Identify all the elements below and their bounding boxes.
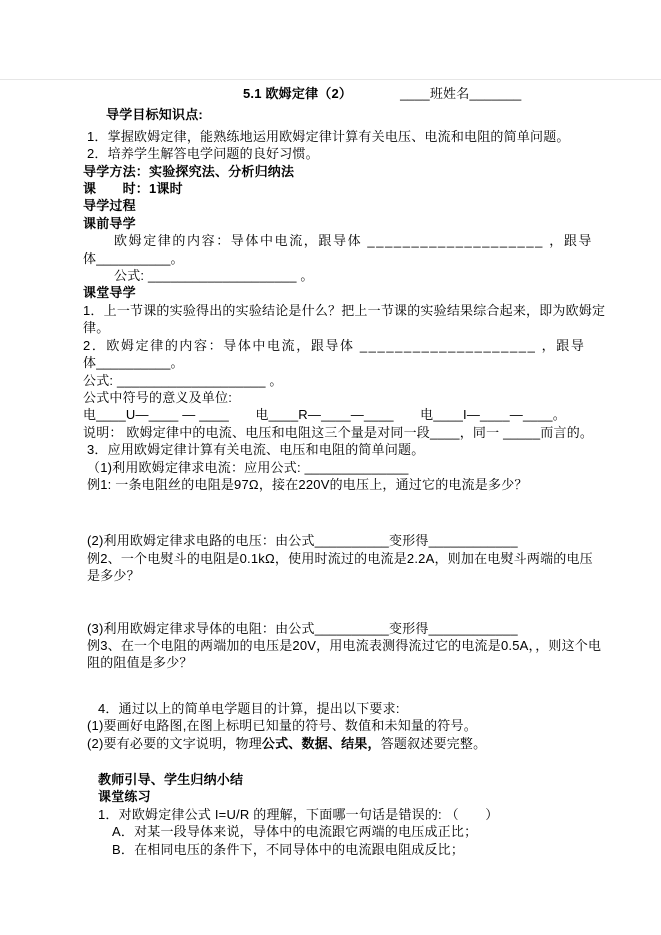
inclass-q1-line2: 律。 [83, 320, 110, 336]
page-title: 5.1 欧姆定律（2） [243, 86, 353, 101]
preclass-content-line2: 体__________。 [83, 250, 184, 266]
goal-heading: 导学目标知识点: [106, 107, 203, 123]
practice-question-1: 1．对欧姆定律公式 I=U/R 的理解，下面哪一句话是错误的: （ ） [98, 806, 499, 822]
class-name-blank: ____班姓名_______ [400, 86, 522, 101]
symbols-blanks-line: 电____U—____ — ____ 电____R—____—____ 电____I—____—____。 [83, 407, 566, 423]
method-line: 导学方法：实验探究法、分析归纳法 [83, 163, 295, 179]
inclass-q2-line1: 2．欧姆定律的内容：导体中电流，跟导体 ____________________ ，跟导 [83, 337, 586, 353]
example-1: 例1: 一条电阻丝的电阻是97Ω，接在220V的电压上，通过它的电流是多少？ [87, 476, 528, 492]
apply-voltage-line: (2)利用欧姆定律求电路的电压：由公式__________变形得____________ [87, 533, 518, 549]
requirement-2-post: 答题叙述要完整。 [380, 735, 487, 751]
inclass-heading: 课堂导学 [83, 285, 136, 301]
inclass-q1-line1: 1．上一节课的实验得出的实验结论是什么？把上一节课的实验结果综合起来，即为欧姆定 [83, 302, 606, 318]
preclass-heading: 课前导学 [83, 215, 136, 231]
example-3-line1: 例3、在一个电阻的两端加的电压是20V，用电流表测得流过它的电流是0.5A，，则这个电 [87, 637, 602, 653]
title-row [83, 85, 601, 102]
preclass-formula-blank: 公式: ____________________ 。 [114, 268, 314, 284]
requirement-2 [83, 735, 601, 752]
practice-heading: 课堂练习 [98, 789, 151, 805]
example-2-line1: 例2、一个电熨斗的电阻是0.1kΩ，使用时流过的电流是2.2A，则加在电熨斗两端的电压 [87, 550, 593, 566]
page-top-border [0, 79, 661, 80]
apply-current-line: （1)利用欧姆定律求电流：应用公式: ______________ [87, 459, 409, 475]
apply-resistance-line: (3)利用欧姆定律求导体的电阻：由公式__________变形得____________ [87, 620, 518, 636]
preclass-content-line1: 欧姆定律的内容：导体中电流，跟导体 ____________________ ，跟导 [114, 233, 594, 249]
inclass-q2-formula-blank: 公式: ____________________ 。 [83, 372, 283, 388]
requirement-1: (1)要画好电路图,在图上标明已知量的符号、数值和未知量的符号。 [87, 718, 477, 734]
practice-option-b: B．在相同电压的条件下，不同导体中的电流跟电阻成反比； [112, 841, 465, 857]
example-3-line2: 阻的阻值是多少？ [87, 655, 193, 671]
teacher-summary-heading: 教师引导、学生归纳小结 [98, 772, 244, 787]
example-2-line2: 是多少？ [87, 568, 140, 584]
requirement-2-pre: (2)要有必要的文字说明，物理 [87, 735, 262, 751]
period-line: 课 时：1课时 [83, 181, 183, 197]
symbols-heading: 公式中符号的意义及单位: [83, 389, 233, 405]
requirement-2-bold: 公式、数据、结果， [261, 735, 381, 751]
inclass-q4: 4．通过以上的简单电学题目的计算，提出以下要求: [98, 700, 400, 716]
goal-item-2: 2．培养学生解答电学问题的良好习惯。 [87, 146, 319, 162]
inclass-q2-line2: 体__________。 [83, 355, 184, 371]
note-line: 说明： 欧姆定律中的电流、电压和电阻这三个量是对同一段____，同一 _____而言的。 [83, 424, 594, 440]
practice-option-a: A．对某一段导体来说，导体中的电流跟它两端的电压成正比； [112, 824, 478, 840]
inclass-q3: 3．应用欧姆定律计算有关电流、电压和电阻的简单问题。 [87, 442, 425, 458]
goal-item-1: 1．掌握欧姆定律，能熟练地运用欧姆定律计算有关电压、电流和电阻的简单问题。 [87, 128, 570, 144]
process-heading: 导学过程 [83, 198, 136, 214]
